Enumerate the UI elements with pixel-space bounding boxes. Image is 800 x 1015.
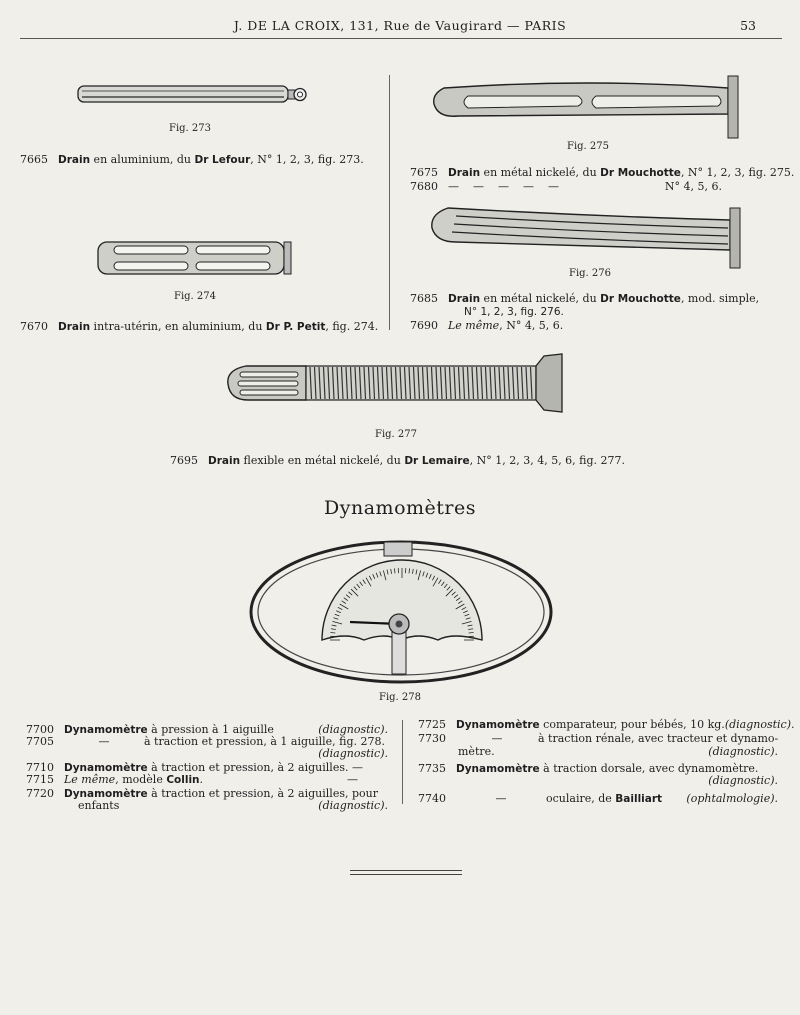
- fig-275-caption: Fig. 275: [567, 141, 609, 152]
- list-item-7720: 7720 Dynamomètre à traction et pression, à 2 aiguilles, pour: [26, 787, 378, 800]
- entry-7695: 7695 Drain flexible en métal nickelé, du Dr Lemaire, N° 1, 2, 3, 4, 5, 6, fig. 277.: [170, 454, 626, 467]
- header-rule: [20, 38, 782, 39]
- fig-278-dynamometer-illustration: [246, 536, 556, 686]
- entry-7680: 7680 — — — — — N° 4, 5, 6.: [410, 180, 722, 193]
- end-rule: [350, 870, 462, 871]
- list-item-7725: 7725 Dynamomètre comparateur, pour bébés, 10 kg.(diagnostic).: [418, 718, 795, 731]
- dynamometer-list-right: 7725 Dynamomètre comparateur, pour bébés, 10 kg.(diagnostic). 7730 — à traction rénale, avec tracteur et dynamo- mètre. (diagnostic). 7735 Dynamomètre à traction dorsale, avec dynamomètre. (diagnostic). 7740 — oculaire, de Bailliart (ophtalmologie).: [418, 718, 795, 805]
- list-item-7720-line2: enfants (diagnostic).: [78, 799, 388, 812]
- fig-275-drain-illustration: [428, 74, 744, 142]
- header-title: J. DE LA CROIX, 131, Rue de Vaugirard — PARIS: [233, 18, 567, 33]
- fig-273-caption: Fig. 273: [169, 123, 211, 134]
- list-item-7710: 7710 Dynamomètre à traction et pression, à 2 aiguilles. —: [26, 761, 363, 774]
- list-item-7740: 7740 — oculaire, de Bailliart (ophtalmologie).: [418, 792, 778, 805]
- list-item-7700: 7700 Dynamomètre à pression à 1 aiguille (diagnostic).: [26, 723, 388, 736]
- column-divider: [389, 75, 390, 330]
- list-column-divider: [402, 720, 403, 804]
- list-item-7735: 7735 Dynamomètre à traction dorsale, avec dynamomètre.: [418, 762, 759, 775]
- fig-277-caption: Fig. 277: [375, 429, 417, 440]
- entry-7670: 7670 Drain intra-utérin, en aluminium, du Dr P. Petit, fig. 274.: [20, 320, 379, 333]
- dynamometer-list-left: 7700 Dynamomètre à pression à 1 aiguille (diagnostic). 7705 — à traction et pression, à 1 aiguille, fig. 278. (diagnostic). 7710 Dynamomètre à traction et pression, à 2 aiguilles. — 7715 Le même, modèle Collin. — 7720 Dynamomètre à traction et pression, à 2 aiguilles, pour enfants (diagnostic).: [26, 723, 388, 812]
- entry-7685-line2: N° 1, 2, 3, fig. 276.: [464, 306, 564, 318]
- list-item-7715: 7715 Le même, modèle Collin. —: [26, 773, 358, 786]
- fig-276-caption: Fig. 276: [569, 268, 611, 279]
- fig-273-drain-illustration: [76, 82, 308, 108]
- entry-7690: 7690 Le même, N° 4, 5, 6.: [410, 319, 564, 332]
- entry-7675: 7675 Drain en métal nickelé, du Dr Mouchotte, N° 1, 2, 3, fig. 275.: [410, 166, 795, 179]
- page-header: [0, 18, 800, 33]
- fig-274-caption: Fig. 274: [174, 291, 216, 302]
- fig-278-caption: Fig. 278: [379, 692, 421, 703]
- end-rule-double: [350, 874, 462, 875]
- entry-7685: 7685 Drain en métal nickelé, du Dr Mouchotte, mod. simple,: [410, 292, 760, 305]
- fig-274-drain-illustration: [96, 238, 296, 278]
- list-item-7730-line2: mètre. (diagnostic).: [458, 745, 778, 758]
- section-title: Dynamomètres: [324, 497, 476, 519]
- fig-277-drain-illustration: [226, 352, 566, 414]
- page-number: 53: [740, 18, 756, 33]
- list-item-7705: 7705 — à traction et pression, à 1 aiguille, fig. 278.: [26, 735, 386, 748]
- fig-276-drain-illustration: [428, 202, 744, 270]
- list-item-7730: 7730 — à traction rénale, avec tracteur et dynamo-: [418, 732, 779, 745]
- entry-7665: 7665 Drain en aluminium, du Dr Lefour, N° 1, 2, 3, fig. 273.: [20, 153, 364, 166]
